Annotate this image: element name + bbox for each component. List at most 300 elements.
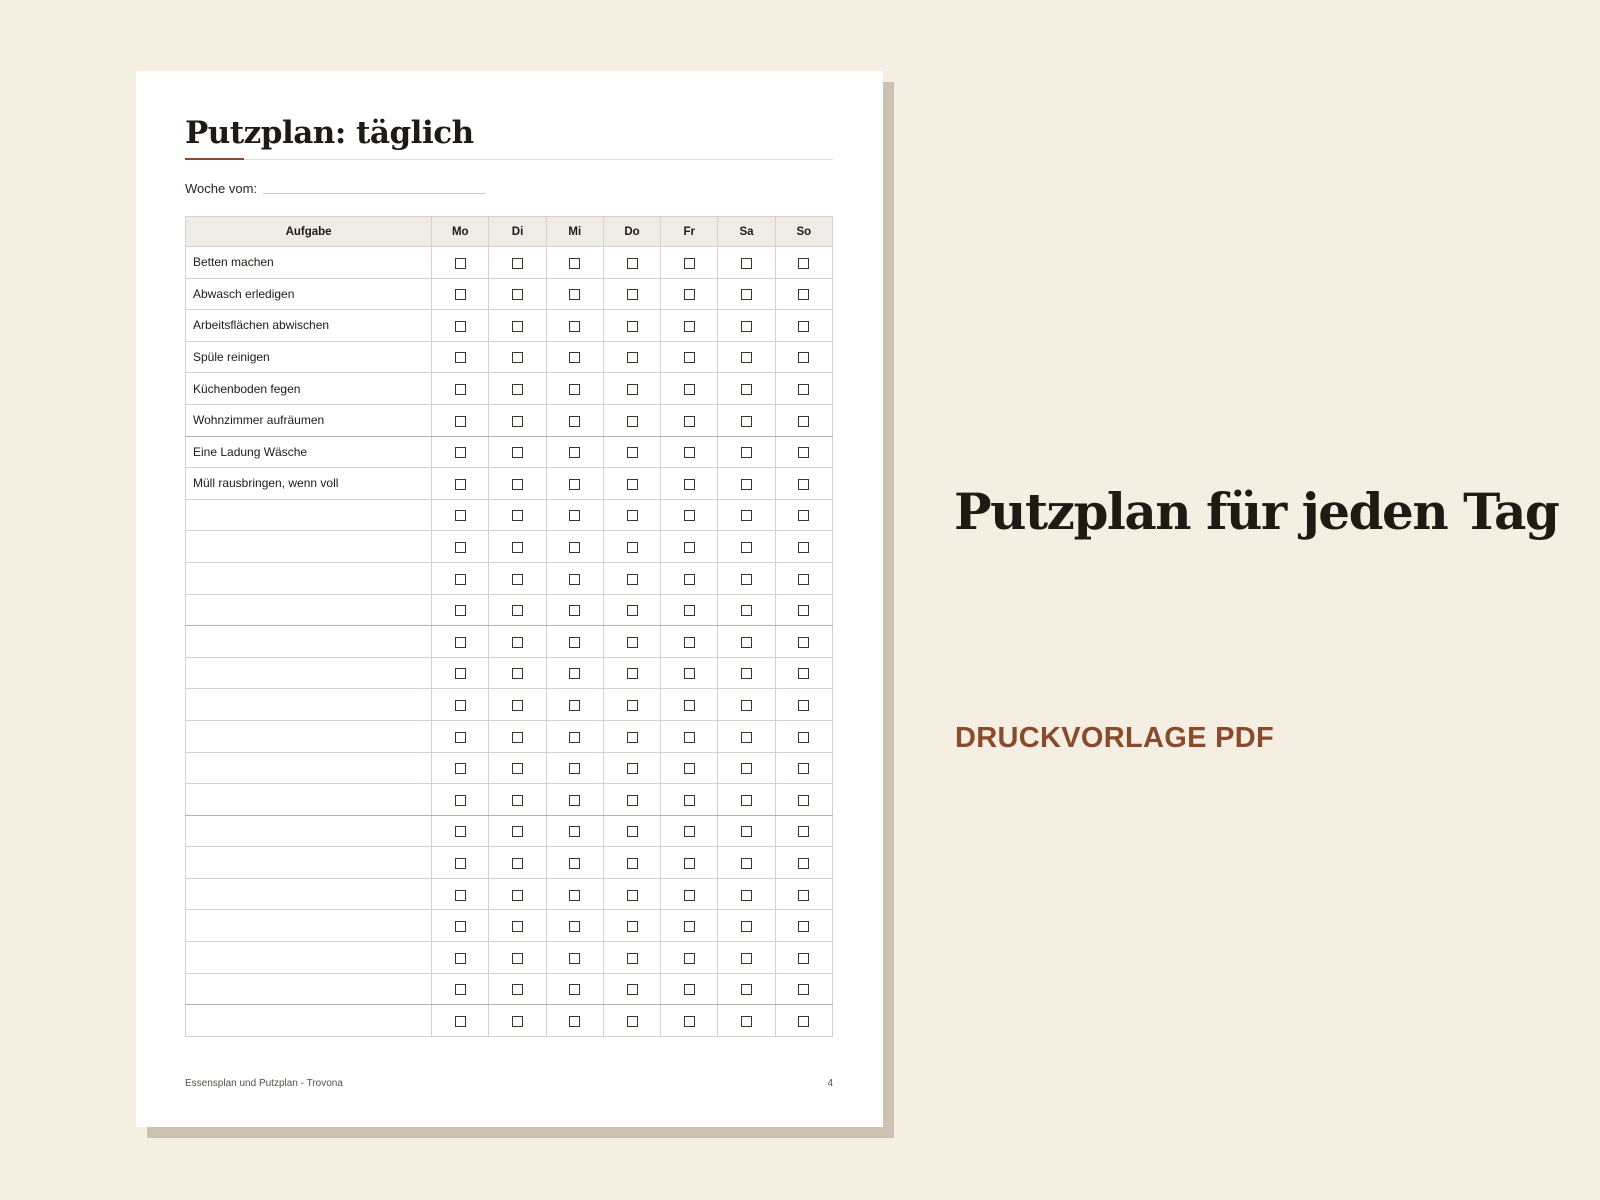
checkbox[interactable] [512,352,523,363]
checkbox[interactable] [455,890,466,901]
checkbox[interactable] [627,416,638,427]
day-cell [546,404,603,436]
day-cell [603,373,660,405]
checkbox[interactable] [798,890,809,901]
checkbox[interactable] [627,574,638,585]
checkbox[interactable] [455,479,466,490]
checkbox[interactable] [741,858,752,869]
day-cell [603,752,660,784]
checkbox[interactable] [512,605,523,616]
checkbox[interactable] [455,826,466,837]
day-cell [432,626,489,658]
day-cell [546,247,603,279]
day-cell [661,910,718,942]
day-cell [775,784,832,816]
day-cell [546,910,603,942]
checkbox[interactable] [512,479,523,490]
checkbox[interactable] [512,984,523,995]
checkbox[interactable] [512,953,523,964]
checkbox[interactable] [627,795,638,806]
checkbox[interactable] [627,700,638,711]
checkbox[interactable] [741,447,752,458]
day-cell [489,436,546,468]
day-cell [661,689,718,721]
week-field [185,181,485,196]
checkbox[interactable] [741,826,752,837]
table-row [186,562,833,594]
checkbox[interactable] [741,700,752,711]
header-so: So [775,217,832,247]
checkbox[interactable] [741,510,752,521]
checkbox[interactable] [741,384,752,395]
checkbox[interactable] [627,668,638,679]
checkbox[interactable] [569,953,580,964]
day-cell [718,468,775,500]
day-cell [546,784,603,816]
day-cell [775,973,832,1005]
table-row [186,910,833,942]
checkbox[interactable] [512,763,523,774]
checkbox[interactable] [627,289,638,300]
checkbox[interactable] [512,384,523,395]
checkbox[interactable] [569,321,580,332]
checkbox[interactable] [798,258,809,269]
task-cell: Betten machen [186,247,432,279]
checkbox[interactable] [627,984,638,995]
checkbox[interactable] [741,921,752,932]
checkbox[interactable] [627,858,638,869]
checkbox[interactable] [627,321,638,332]
checkbox[interactable] [512,321,523,332]
checkbox[interactable] [569,826,580,837]
checkbox[interactable] [684,416,695,427]
checkbox[interactable] [798,763,809,774]
checkbox[interactable] [741,321,752,332]
checkbox[interactable] [684,384,695,395]
checkbox[interactable] [512,668,523,679]
checkbox[interactable] [684,732,695,743]
checkbox[interactable] [627,890,638,901]
checkbox[interactable] [455,258,466,269]
day-cell [603,689,660,721]
day-cell [489,942,546,974]
day-cell [775,341,832,373]
checkbox[interactable] [741,763,752,774]
checkbox[interactable] [569,795,580,806]
checkbox[interactable] [684,258,695,269]
checkbox[interactable] [569,384,580,395]
checkbox[interactable] [627,921,638,932]
day-cell [489,1005,546,1037]
day-cell [603,247,660,279]
day-cell [718,657,775,689]
checkbox[interactable] [569,416,580,427]
checkbox[interactable] [684,700,695,711]
table-row [186,373,833,405]
checkbox[interactable] [798,321,809,332]
checkbox[interactable] [741,479,752,490]
table-row [186,247,833,279]
checkbox[interactable] [512,1016,523,1027]
checkbox[interactable] [741,668,752,679]
day-cell [603,910,660,942]
checkbox[interactable] [741,416,752,427]
checkbox[interactable] [627,258,638,269]
checkbox[interactable] [798,574,809,585]
checkbox[interactable] [569,352,580,363]
checkbox[interactable] [627,826,638,837]
table-row [186,468,833,500]
day-cell [603,594,660,626]
day-cell [432,878,489,910]
day-cell [546,689,603,721]
day-cell [775,1005,832,1037]
checkbox[interactable] [741,574,752,585]
day-cell [718,878,775,910]
day-cell [603,720,660,752]
checkbox[interactable] [627,953,638,964]
checkbox[interactable] [512,447,523,458]
day-cell [661,878,718,910]
checkbox[interactable] [798,1016,809,1027]
day-cell [546,720,603,752]
day-cell [661,594,718,626]
page-number: 4 [827,1078,833,1089]
table-row [186,973,833,1005]
checkbox[interactable] [512,637,523,648]
checkbox[interactable] [798,542,809,553]
day-cell [718,720,775,752]
checkbox[interactable] [684,479,695,490]
checkbox[interactable] [684,763,695,774]
day-cell [432,531,489,563]
table-row [186,752,833,784]
checkbox[interactable] [512,858,523,869]
checkbox[interactable] [627,447,638,458]
checkbox[interactable] [684,447,695,458]
checkbox[interactable] [512,921,523,932]
day-cell [489,973,546,1005]
week-fill-line [263,193,485,194]
checkbox[interactable] [569,700,580,711]
day-cell [775,499,832,531]
checkbox[interactable] [798,447,809,458]
checkbox[interactable] [569,763,580,774]
checkbox[interactable] [798,637,809,648]
day-cell [489,278,546,310]
table-row [186,878,833,910]
checkbox[interactable] [684,668,695,679]
day-cell [432,657,489,689]
checkbox[interactable] [741,352,752,363]
checkbox[interactable] [741,258,752,269]
checkbox[interactable] [512,826,523,837]
checkbox[interactable] [684,858,695,869]
checkbox[interactable] [569,921,580,932]
day-cell [432,720,489,752]
day-cell [489,531,546,563]
day-cell [603,468,660,500]
day-cell [718,247,775,279]
checkbox[interactable] [569,258,580,269]
checkbox[interactable] [455,416,466,427]
day-cell [489,847,546,879]
checkbox[interactable] [684,542,695,553]
day-cell [718,278,775,310]
checkbox[interactable] [798,921,809,932]
checkbox[interactable] [569,1016,580,1027]
header-di: Di [489,217,546,247]
checkbox[interactable] [512,700,523,711]
checkbox[interactable] [569,574,580,585]
checkbox[interactable] [455,289,466,300]
day-cell [775,878,832,910]
day-cell [489,373,546,405]
table-row [186,594,833,626]
table-row [186,942,833,974]
checkbox[interactable] [455,447,466,458]
title-accent-bar [185,158,244,160]
checkbox[interactable] [569,510,580,521]
day-cell [718,562,775,594]
checkbox[interactable] [684,637,695,648]
day-cell [603,973,660,1005]
checkbox[interactable] [741,953,752,964]
day-cell [546,815,603,847]
day-cell [603,847,660,879]
checkbox[interactable] [512,289,523,300]
checkbox[interactable] [741,984,752,995]
day-cell [775,689,832,721]
checkbox[interactable] [569,289,580,300]
checkbox[interactable] [569,542,580,553]
table-row [186,657,833,689]
day-cell [775,910,832,942]
day-cell [432,1005,489,1037]
day-cell [432,436,489,468]
checkbox[interactable] [455,858,466,869]
checkbox[interactable] [455,1016,466,1027]
checkbox[interactable] [627,384,638,395]
checkbox[interactable] [798,795,809,806]
day-cell [603,562,660,594]
checkbox[interactable] [741,795,752,806]
checkbox[interactable] [569,605,580,616]
checkbox[interactable] [455,700,466,711]
header-mo: Mo [432,217,489,247]
checkbox[interactable] [627,510,638,521]
checkbox[interactable] [741,732,752,743]
checkbox[interactable] [684,890,695,901]
checkbox[interactable] [798,700,809,711]
checkbox[interactable] [741,890,752,901]
checkbox[interactable] [455,921,466,932]
checkbox[interactable] [798,416,809,427]
checkbox[interactable] [512,795,523,806]
day-cell [489,720,546,752]
day-cell [775,594,832,626]
day-cell [661,657,718,689]
table-row [186,784,833,816]
table-row [186,720,833,752]
task-cell: Eine Ladung Wäsche [186,436,432,468]
day-cell [775,752,832,784]
checkbox[interactable] [798,732,809,743]
checkbox[interactable] [684,1016,695,1027]
checkbox[interactable] [741,289,752,300]
checkbox[interactable] [684,321,695,332]
checkbox[interactable] [512,542,523,553]
header-aufgabe: Aufgabe [186,217,432,247]
day-cell [432,973,489,1005]
day-cell [661,847,718,879]
checkbox[interactable] [684,795,695,806]
checkbox[interactable] [798,605,809,616]
checkbox[interactable] [627,637,638,648]
checkbox[interactable] [627,605,638,616]
checkbox[interactable] [569,479,580,490]
checkbox[interactable] [798,953,809,964]
checkbox[interactable] [455,605,466,616]
checkbox[interactable] [455,795,466,806]
checkbox[interactable] [684,574,695,585]
checkbox[interactable] [455,542,466,553]
checkbox[interactable] [569,668,580,679]
day-cell [546,341,603,373]
day-cell [432,341,489,373]
checkbox[interactable] [627,352,638,363]
checkbox[interactable] [455,510,466,521]
checkbox[interactable] [627,763,638,774]
checkbox[interactable] [569,890,580,901]
checkbox[interactable] [741,637,752,648]
day-cell [661,626,718,658]
day-cell [546,942,603,974]
day-cell [603,278,660,310]
day-cell [432,468,489,500]
checkbox[interactable] [627,479,638,490]
day-cell [661,468,718,500]
checkbox[interactable] [455,574,466,585]
day-cell [432,373,489,405]
checkbox[interactable] [798,352,809,363]
checkbox[interactable] [684,510,695,521]
day-cell [546,973,603,1005]
checkbox[interactable] [455,984,466,995]
checkbox[interactable] [741,542,752,553]
day-cell [432,278,489,310]
checkbox[interactable] [741,605,752,616]
checkbox[interactable] [684,352,695,363]
checkbox[interactable] [569,732,580,743]
day-cell [603,436,660,468]
checkbox[interactable] [512,732,523,743]
checkbox[interactable] [798,289,809,300]
checkbox[interactable] [569,637,580,648]
day-cell [432,404,489,436]
day-cell [718,310,775,342]
checkbox[interactable] [684,984,695,995]
table-row [186,531,833,563]
task-cell [186,815,432,847]
checkbox[interactable] [798,510,809,521]
table-row [186,436,833,468]
day-cell [775,468,832,500]
checkbox[interactable] [455,763,466,774]
day-cell [775,720,832,752]
checkbox[interactable] [798,826,809,837]
checkbox[interactable] [512,258,523,269]
checkbox[interactable] [684,921,695,932]
task-cell: Spüle reinigen [186,341,432,373]
day-cell [432,499,489,531]
checkbox[interactable] [627,1016,638,1027]
checkbox[interactable] [798,984,809,995]
header-fr: Fr [661,217,718,247]
table-row [186,847,833,879]
checkbox[interactable] [455,321,466,332]
checkbox[interactable] [798,858,809,869]
table-row [186,341,833,373]
table-header-row [186,217,833,247]
checkbox[interactable] [512,510,523,521]
day-cell [546,626,603,658]
checkbox[interactable] [455,953,466,964]
task-cell [186,942,432,974]
task-cell [186,689,432,721]
checkbox[interactable] [512,890,523,901]
checkbox[interactable] [684,826,695,837]
day-cell [546,310,603,342]
checkbox[interactable] [741,1016,752,1027]
day-cell [718,531,775,563]
day-cell [603,657,660,689]
checkbox[interactable] [455,668,466,679]
checkbox[interactable] [455,352,466,363]
checkbox[interactable] [569,858,580,869]
day-cell [603,942,660,974]
checkbox[interactable] [512,416,523,427]
promo-subline: DRUCKVORLAGE PDF [955,722,1274,754]
checkbox[interactable] [455,732,466,743]
day-cell [775,847,832,879]
checkbox[interactable] [684,289,695,300]
checkbox[interactable] [627,542,638,553]
day-cell [432,847,489,879]
checkbox[interactable] [798,668,809,679]
checkbox[interactable] [798,479,809,490]
day-cell [489,310,546,342]
task-cell [186,594,432,626]
checkbox[interactable] [627,732,638,743]
day-cell [546,594,603,626]
day-cell [661,436,718,468]
day-cell [432,594,489,626]
day-cell [718,942,775,974]
checkbox[interactable] [569,984,580,995]
checkbox[interactable] [512,574,523,585]
task-cell: Müll rausbringen, wenn voll [186,468,432,500]
day-cell [603,626,660,658]
checkbox[interactable] [569,447,580,458]
checkbox[interactable] [684,605,695,616]
checkbox[interactable] [798,384,809,395]
checkbox[interactable] [455,384,466,395]
checkbox[interactable] [455,637,466,648]
task-cell: Küchenboden fegen [186,373,432,405]
checkbox[interactable] [684,953,695,964]
day-cell [775,310,832,342]
